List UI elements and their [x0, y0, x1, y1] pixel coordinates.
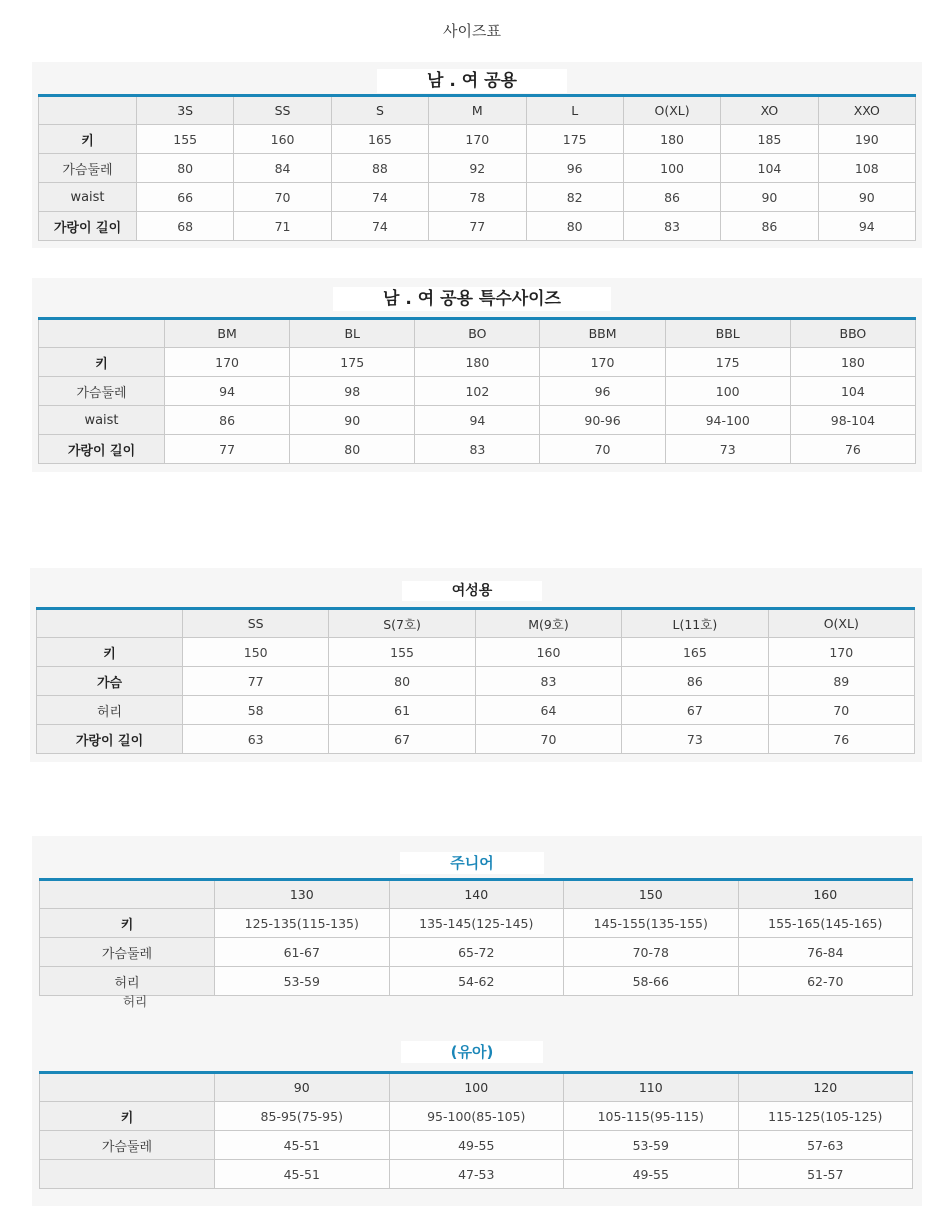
table-cell: 170: [165, 348, 290, 377]
table-cell: 84: [234, 154, 331, 183]
table-cell: 98-104: [790, 406, 915, 435]
table-cell: 49-55: [389, 1131, 564, 1160]
table-cell: 90: [721, 183, 818, 212]
column-header: 150: [564, 880, 739, 909]
table-row: [37, 725, 915, 754]
column-header: 120: [738, 1073, 913, 1102]
column-header: 130: [215, 880, 390, 909]
table-cell: 45-51: [215, 1131, 390, 1160]
table-cell: 170: [768, 638, 914, 667]
table-cell: 65-72: [389, 938, 564, 967]
column-header: 140: [389, 880, 564, 909]
table-cell: 83: [623, 212, 720, 241]
column-header: XO: [721, 96, 818, 125]
table-cell: 155: [137, 125, 234, 154]
column-header: O(XL): [768, 609, 914, 638]
table-cell: 104: [790, 377, 915, 406]
corner-cell: [40, 1073, 215, 1102]
table-row: [39, 125, 916, 154]
table-cell: 160: [475, 638, 621, 667]
column-header: BM: [165, 319, 290, 348]
table-cell: 96: [540, 377, 665, 406]
corner-cell: [39, 319, 165, 348]
row-label: 허리: [40, 967, 215, 996]
table-cell: 135-145(125-145): [389, 909, 564, 938]
unisex-title: 남 . 여 공용: [0, 66, 944, 91]
table-cell: 88: [331, 154, 428, 183]
table-cell: 76: [790, 435, 915, 464]
column-header: BBL: [665, 319, 790, 348]
row-label: 키: [37, 638, 183, 667]
page-title: 사이즈표: [443, 22, 501, 40]
row-label: 가슴둘레: [39, 154, 137, 183]
table-cell: 58-66: [564, 967, 739, 996]
table-cell: 98: [290, 377, 415, 406]
table-row: [37, 667, 915, 696]
table-cell: 70-78: [564, 938, 739, 967]
row-label: 키: [39, 348, 165, 377]
column-header: L: [526, 96, 623, 125]
infant-size-table: [39, 1071, 913, 1189]
table-row: [40, 1160, 913, 1189]
table-cell: 61-67: [215, 938, 390, 967]
table-cell: 80: [329, 667, 475, 696]
table-cell: 64: [475, 696, 621, 725]
column-header: S(7호): [329, 609, 475, 638]
table-cell: 90: [818, 183, 915, 212]
infant-title: (유아): [0, 1041, 944, 1062]
table-cell: 105-115(95-115): [564, 1102, 739, 1131]
table-cell: 67: [329, 725, 475, 754]
table-cell: 90-96: [540, 406, 665, 435]
table-cell: 86: [623, 183, 720, 212]
table-cell: 77: [429, 212, 526, 241]
table-cell: 94: [818, 212, 915, 241]
column-header: 90: [215, 1073, 390, 1102]
table-cell: 115-125(105-125): [738, 1102, 913, 1131]
junior-title: 주니어: [0, 852, 944, 873]
row-label: 가슴: [37, 667, 183, 696]
table-cell: 175: [665, 348, 790, 377]
header-row: [40, 880, 913, 909]
column-header: BBM: [540, 319, 665, 348]
table-cell: 54-62: [389, 967, 564, 996]
column-header: M: [429, 96, 526, 125]
table-cell: 82: [526, 183, 623, 212]
table-cell: 165: [622, 638, 768, 667]
column-header: BL: [290, 319, 415, 348]
column-header: M(9호): [475, 609, 621, 638]
table-cell: 73: [665, 435, 790, 464]
column-header: O(XL): [623, 96, 720, 125]
table-cell: 74: [331, 212, 428, 241]
table-row: [39, 212, 916, 241]
table-cell: 62-70: [738, 967, 913, 996]
row-label: 가랑이 길이: [37, 725, 183, 754]
row-label: 가슴둘레: [40, 938, 215, 967]
junior-size-table: [39, 878, 913, 996]
table-row: [39, 377, 916, 406]
table-cell: 100: [623, 154, 720, 183]
table-row: [37, 638, 915, 667]
table-cell: 100: [665, 377, 790, 406]
table-cell: 58: [183, 696, 329, 725]
column-header: S: [331, 96, 428, 125]
column-header: L(11호): [622, 609, 768, 638]
corner-cell: [39, 96, 137, 125]
table-cell: 76-84: [738, 938, 913, 967]
header-row: [40, 1073, 913, 1102]
table-cell: 185: [721, 125, 818, 154]
table-cell: 83: [415, 435, 540, 464]
row-label: 키: [40, 909, 215, 938]
table-cell: 74: [331, 183, 428, 212]
column-header: BO: [415, 319, 540, 348]
table-cell: 94: [165, 377, 290, 406]
column-header: XXO: [818, 96, 915, 125]
column-header: SS: [183, 609, 329, 638]
table-cell: 83: [475, 667, 621, 696]
column-header: 110: [564, 1073, 739, 1102]
table-cell: 70: [475, 725, 621, 754]
column-header: 160: [738, 880, 913, 909]
corner-cell: [37, 609, 183, 638]
table-row: [40, 1102, 913, 1131]
header-row: [37, 609, 915, 638]
row-label: 가랑이 길이: [39, 212, 137, 241]
table-cell: 155-165(145-165): [738, 909, 913, 938]
table-cell: 80: [290, 435, 415, 464]
table-cell: 180: [623, 125, 720, 154]
table-cell: 61: [329, 696, 475, 725]
table-cell: 94: [415, 406, 540, 435]
table-cell: 94-100: [665, 406, 790, 435]
row-label: waist: [39, 406, 165, 435]
row-label: 키: [39, 125, 137, 154]
table-cell: 70: [540, 435, 665, 464]
table-row: [39, 154, 916, 183]
table-row: [40, 909, 913, 938]
row-label: [40, 1160, 215, 1189]
table-row: [40, 1131, 913, 1160]
table-cell: 90: [290, 406, 415, 435]
table-cell: 86: [622, 667, 768, 696]
row-label: 가슴둘레: [39, 377, 165, 406]
table-cell: 190: [818, 125, 915, 154]
table-cell: 180: [415, 348, 540, 377]
table-cell: 96: [526, 154, 623, 183]
column-header: BBO: [790, 319, 915, 348]
table-cell: 170: [540, 348, 665, 377]
table-cell: 49-55: [564, 1160, 739, 1189]
table-cell: 77: [183, 667, 329, 696]
table-cell: 160: [234, 125, 331, 154]
table-cell: 92: [429, 154, 526, 183]
table-cell: 77: [165, 435, 290, 464]
column-header: SS: [234, 96, 331, 125]
row-label: 허리: [37, 696, 183, 725]
table-cell: 45-51: [215, 1160, 390, 1189]
junior-waist-overflow-label: 허리: [123, 994, 148, 1009]
table-cell: 155: [329, 638, 475, 667]
table-cell: 47-53: [389, 1160, 564, 1189]
table-cell: 175: [290, 348, 415, 377]
women-size-table: [36, 607, 915, 754]
table-cell: 180: [790, 348, 915, 377]
table-cell: 85-95(75-95): [215, 1102, 390, 1131]
table-cell: 86: [721, 212, 818, 241]
table-cell: 70: [234, 183, 331, 212]
table-cell: 68: [137, 212, 234, 241]
table-cell: 165: [331, 125, 428, 154]
table-cell: 150: [183, 638, 329, 667]
row-label: 가랑이 길이: [39, 435, 165, 464]
header-row: [39, 319, 916, 348]
table-cell: 80: [526, 212, 623, 241]
table-row: [39, 183, 916, 212]
table-row: [40, 967, 913, 996]
table-row: [39, 406, 916, 435]
header-row: [39, 96, 916, 125]
table-cell: 125-135(115-135): [215, 909, 390, 938]
column-header: 100: [389, 1073, 564, 1102]
table-cell: 89: [768, 667, 914, 696]
table-cell: 102: [415, 377, 540, 406]
table-cell: 104: [721, 154, 818, 183]
row-label: 키: [40, 1102, 215, 1131]
table-cell: 71: [234, 212, 331, 241]
table-cell: 95-100(85-105): [389, 1102, 564, 1131]
table-cell: 66: [137, 183, 234, 212]
table-cell: 108: [818, 154, 915, 183]
table-row: [37, 696, 915, 725]
row-label: waist: [39, 183, 137, 212]
table-cell: 73: [622, 725, 768, 754]
unisex-special-size-table: [38, 317, 916, 464]
table-row: [39, 435, 916, 464]
women-title: 여성용: [0, 580, 944, 600]
table-cell: 57-63: [738, 1131, 913, 1160]
table-cell: 175: [526, 125, 623, 154]
table-cell: 86: [165, 406, 290, 435]
table-cell: 70: [768, 696, 914, 725]
table-row: [40, 938, 913, 967]
table-cell: 80: [137, 154, 234, 183]
table-cell: 53-59: [215, 967, 390, 996]
row-label: 가슴둘레: [40, 1131, 215, 1160]
table-cell: 63: [183, 725, 329, 754]
unisex-size-table: [38, 94, 916, 241]
table-cell: 67: [622, 696, 768, 725]
table-row: [39, 348, 916, 377]
table-cell: 78: [429, 183, 526, 212]
table-cell: 51-57: [738, 1160, 913, 1189]
table-cell: 145-155(135-155): [564, 909, 739, 938]
column-header: 3S: [137, 96, 234, 125]
table-cell: 53-59: [564, 1131, 739, 1160]
corner-cell: [40, 880, 215, 909]
unisex-special-title: 남 . 여 공용 특수사이즈: [0, 284, 944, 309]
table-cell: 76: [768, 725, 914, 754]
table-cell: 170: [429, 125, 526, 154]
